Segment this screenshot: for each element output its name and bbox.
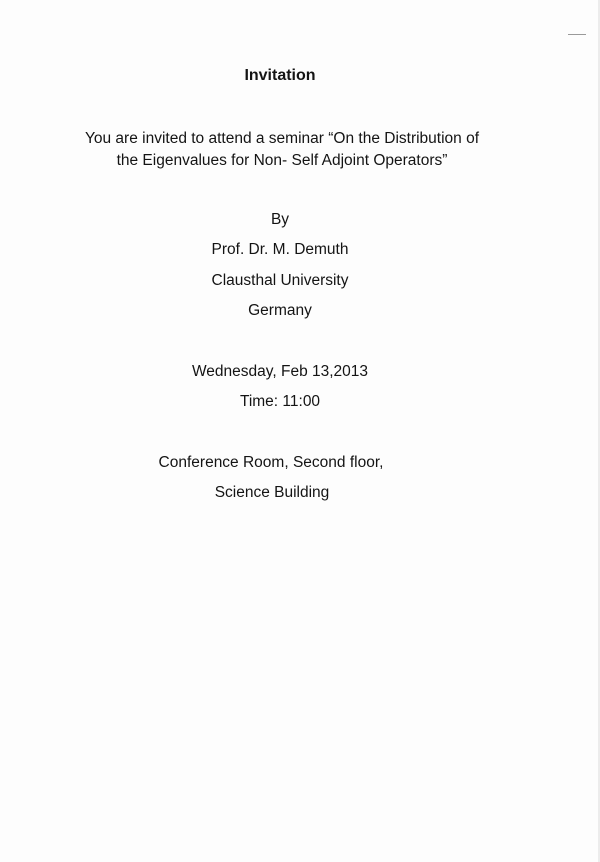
seminar-date: Wednesday, Feb 13,2013 <box>191 363 369 380</box>
speaker-country: Germany <box>248 302 312 319</box>
scan-mark <box>568 34 586 35</box>
document-title: Invitation <box>244 67 316 84</box>
speaker-university: Clausthal University <box>211 272 349 289</box>
seminar-time: Time: 11:00 <box>239 393 321 410</box>
seminar-text-line-1: You are invited to attend a seminar “On the Distribution of <box>84 130 480 147</box>
location-building: Science Building <box>214 484 330 501</box>
by-label: By <box>270 211 290 228</box>
location-room: Conference Room, Second floor, <box>158 454 384 471</box>
speaker-name: Prof. Dr. M. Demuth <box>211 241 349 258</box>
seminar-text-line-2: the Eigenvalues for Non- Self Adjoint Operators” <box>116 152 448 169</box>
